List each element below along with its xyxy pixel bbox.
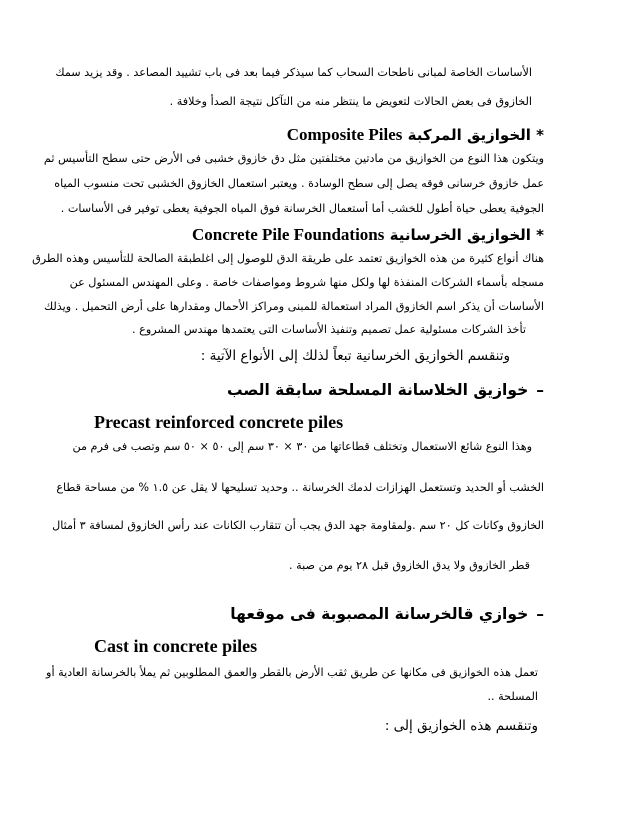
concrete-lead: وتنقسم الخوازيق الخرسانية تبعاً لذلك إلى الأنواع الآتية : — [200, 348, 510, 364]
composite-heading — [287, 126, 544, 143]
precast-title-ar: خوازيق الخلاسانة المسلحة سابقة الصب — [226, 381, 529, 399]
dash: – — [536, 605, 544, 623]
cast-heading — [230, 607, 544, 623]
precast-line-4: قطر الخازوق ولا يدق الخازوق قبل ٢٨ يوم من صبة . — [289, 559, 530, 572]
cast-title-ar: خوازي قالخرسانة المصبوبة فى موقعها — [230, 605, 529, 623]
precast-heading — [227, 383, 544, 399]
precast-line-3: الخازوق وكانات كل ٢٠ سم .ولمقاومة جهد الدق يجب أن تتقارب الكانات عند رأس الخازوق لمسافة ٣ أمثال — [52, 519, 544, 532]
intro-line-2: الخازوق فى بعض الحالات لتعويض ما ينتظر منه من التآكل نتيجة الصدأ وخلافة . — [169, 95, 532, 108]
intro-line-1: الأساسات الخاصة لمبانى ناطحات السحاب كما سيذكر فيما بعد فى باب تشييد المصاعد . وقد يزيد سمك — [55, 66, 532, 79]
dash: – — [536, 381, 544, 399]
concrete-line-2: مسجله بأسماء الشركات المنفذة لها ولكل منها شروط ومواصفات خاصة . وعلى المهندس المسئول عن — [69, 276, 544, 289]
concrete-line-3: الأساسات أن يذكر اسم الخازوق المراد استعمالة للمبنى ومراكز الأحمال ومقدارها على أرض التحميل . ويذلك — [43, 300, 544, 313]
cast-title-en: Cast in concrete piles — [94, 636, 258, 656]
concrete-title-en: Concrete Pile Foundations — [192, 225, 385, 244]
bullet: * — [536, 126, 544, 144]
cast-line-2: المسلحة .. — [487, 690, 538, 703]
composite-line-3: الجوفية يعطى حياة أطول للخشب أما أستعمال الخرسانة فوق المياه الجوفية يعطى توفير فى الأساسات . — [60, 202, 544, 215]
precast-line-1: وهذا النوع شائع الاستعمال وتختلف قطاعاتها من ٣٠ × ٣٠ سم إلى ٥٠ × ٥٠ سم وتصب فى فرم من — [72, 440, 532, 453]
composite-line-1: ويتكون هذا النوع من الخوازيق من مادتين مختلفتين مثل دق خازوق خشبى فى الأرض حتى سطح التأسيس ثم — [43, 152, 544, 165]
cast-line-1: تعمل هذه الخوازيق فى مكانها عن طريق ثقب الأرض بالقطر والعمق المطلوبين ثم يملأ بالخرسانة العادية أو — [46, 666, 538, 679]
concrete-title-ar: الخوازيق الخرسانية — [389, 226, 531, 244]
precast-title-en: Precast reinforced concrete piles — [94, 412, 344, 432]
composite-line-2: عمل خازوق خرسانى فوقه يصل إلى سطح الوسادة . ويعتبر استعمال الخازوق الخشبى تحت منسوب المياه — [54, 177, 544, 190]
concrete-heading — [192, 226, 544, 243]
bullet: * — [536, 226, 544, 244]
concrete-line-1: هناك أنواع كثيرة من هذه الخوازيق تعتمد على طريقة الدق للوصول إلى اغلطبقة الصالحة للتأسيس وهذه الطرق — [32, 252, 544, 265]
composite-title-en: Composite Piles — [286, 125, 403, 144]
precast-line-2: الخشب أو الحديد وتستعمل الهزازات لدمك الخرسانة .. وحديد تسليحها لا يقل عن ١.٥ % من مساحة قطاع — [56, 481, 544, 494]
concrete-line-4: تأخذ الشركات مسئولية عمل تصميم وتنفيذ الأساسات التى يعتمدها مهندس المشروع . — [132, 323, 526, 336]
cast-lead: وتنقسم هذه الخوازيق إلى : — [384, 718, 538, 734]
composite-title-ar: الخوازيق المركبة — [407, 126, 531, 144]
